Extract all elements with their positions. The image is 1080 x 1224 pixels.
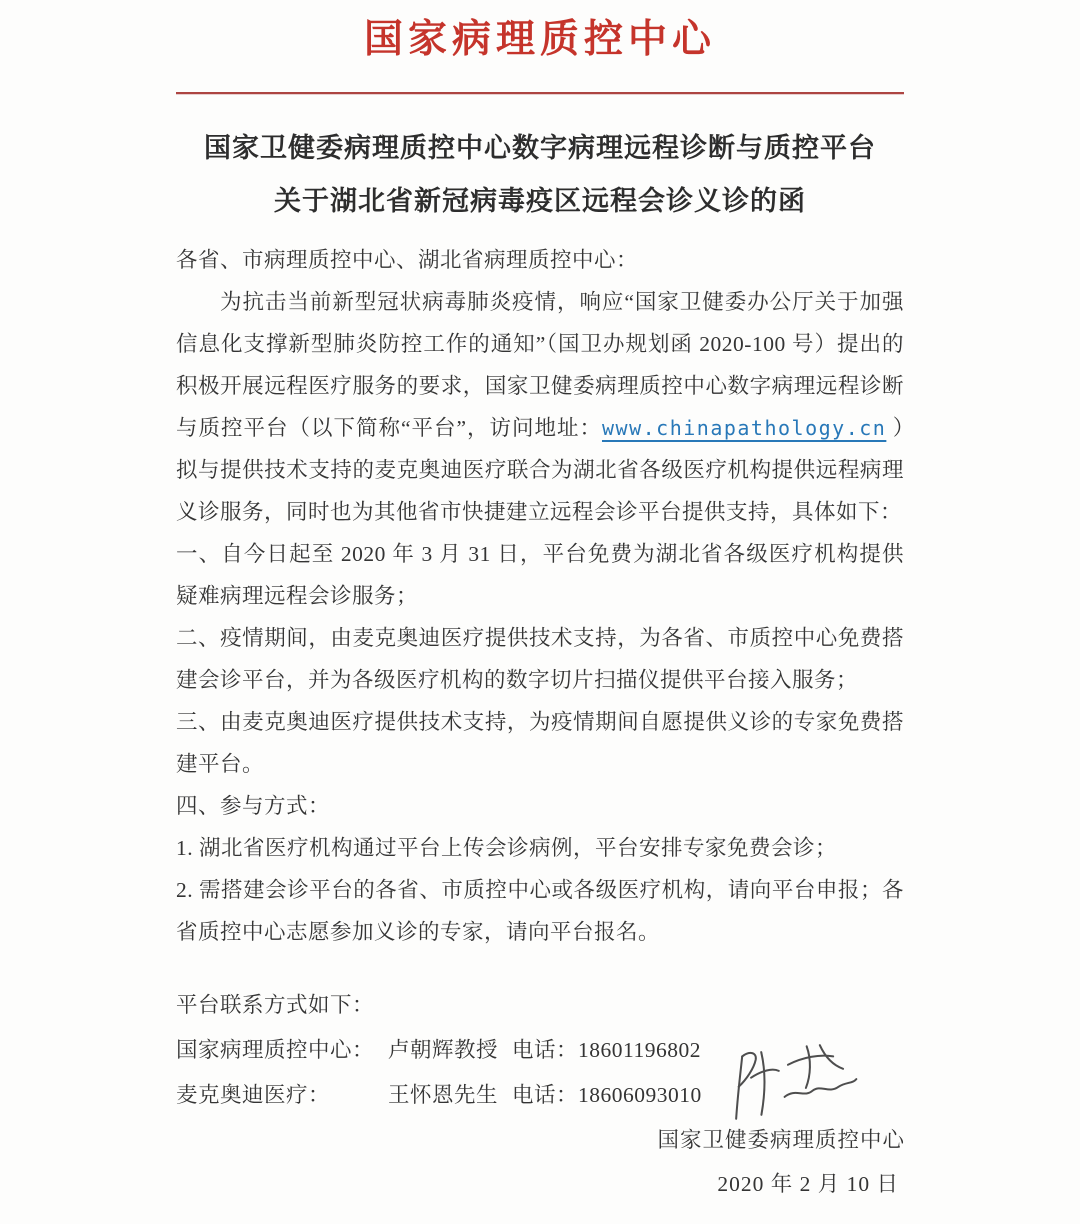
signature-block [657, 1038, 905, 1198]
phone-number-1: 18601196802 [578, 1038, 701, 1062]
contact-heading: 平台联系方式如下： [176, 993, 375, 1017]
letter-date: 2020 年 2 月 10 日 [717, 1172, 899, 1196]
sub-item-1: 1. 湖北省医疗机构通过平台上传会诊病例，平台安排专家免费会诊； [176, 836, 838, 860]
list-item-2: 二、疫情期间，由麦克奥迪医疗提供技术支持，为各省、市质控中心免费搭建会诊平台，并为各级医疗机构的数字切片扫描仪提供平台接入服务； [176, 626, 904, 692]
intro-text-before-link: 为抗击当前新型冠状病毒肺炎疫情，响应“国家卫健委办公厅关于加强信息化支撑新型肺炎防控工作的通知”（国卫办规划函 2020-100 号）提出的积极开展远程医疗服务的要求，国家卫健委病理质控中心数字病理远程诊断与质控平台（以下简称“平台”，访问地址： [176, 290, 904, 440]
sub-item-2: 2. 需搭建会诊平台的各省、市质控中心或各级医疗机构，请向平台申报；各省质控中心志愿参加义诊的专家，请向平台报名。 [176, 878, 904, 944]
contact-org-2: 麦克奥迪医疗： [176, 1083, 331, 1107]
contact-org-1: 国家病理质控中心： [176, 1038, 375, 1062]
document-title-line-1: 国家卫健委病理质控中心数字病理远程诊断与质控平台 [204, 133, 876, 163]
contact-person-2: 王怀恩先生 [388, 1083, 499, 1107]
phone-number-2: 18606093010 [578, 1083, 702, 1107]
phone-label-2: 电话： [512, 1083, 579, 1107]
document-title-line-2: 关于湖北省新冠病毒疫区远程会诊义诊的函 [274, 186, 806, 216]
salutation: 各省、市病理质控中心、湖北省病理质控中心： [176, 248, 639, 272]
contact-person-1: 卢朝辉教授 [388, 1038, 499, 1062]
intro-paragraph [176, 281, 904, 533]
list-item-4: 四、参与方式： [176, 794, 331, 818]
intro-text-after-link: ）拟与提供技术支持的麦克奥迪医疗联合为湖北省各级医疗机构提供远程病理义诊服务，同时也为其他省市快捷建立远程会诊平台提供支持，具体如下： [176, 416, 904, 524]
phone-label-1: 电话： [512, 1038, 579, 1062]
handwritten-signature-icon [711, 1031, 874, 1132]
letterhead-divider [176, 92, 904, 94]
letter-body [176, 239, 904, 953]
list-item-1: 一、自今日起至 2020 年 3 月 31 日，平台免费为湖北省各级医疗机构提供疑难病理远程会诊服务； [176, 542, 904, 608]
platform-url-link[interactable]: www.chinapathology.cn [601, 416, 887, 440]
list-item-3: 三、由麦克奥迪医疗提供技术支持，为疫情期间自愿提供义诊的专家免费搭建平台。 [176, 710, 904, 776]
letterhead-title: 国家病理质控中心 [363, 18, 716, 61]
signer-organization: 国家卫健委病理质控中心 [657, 1128, 905, 1152]
document-title [176, 128, 904, 221]
